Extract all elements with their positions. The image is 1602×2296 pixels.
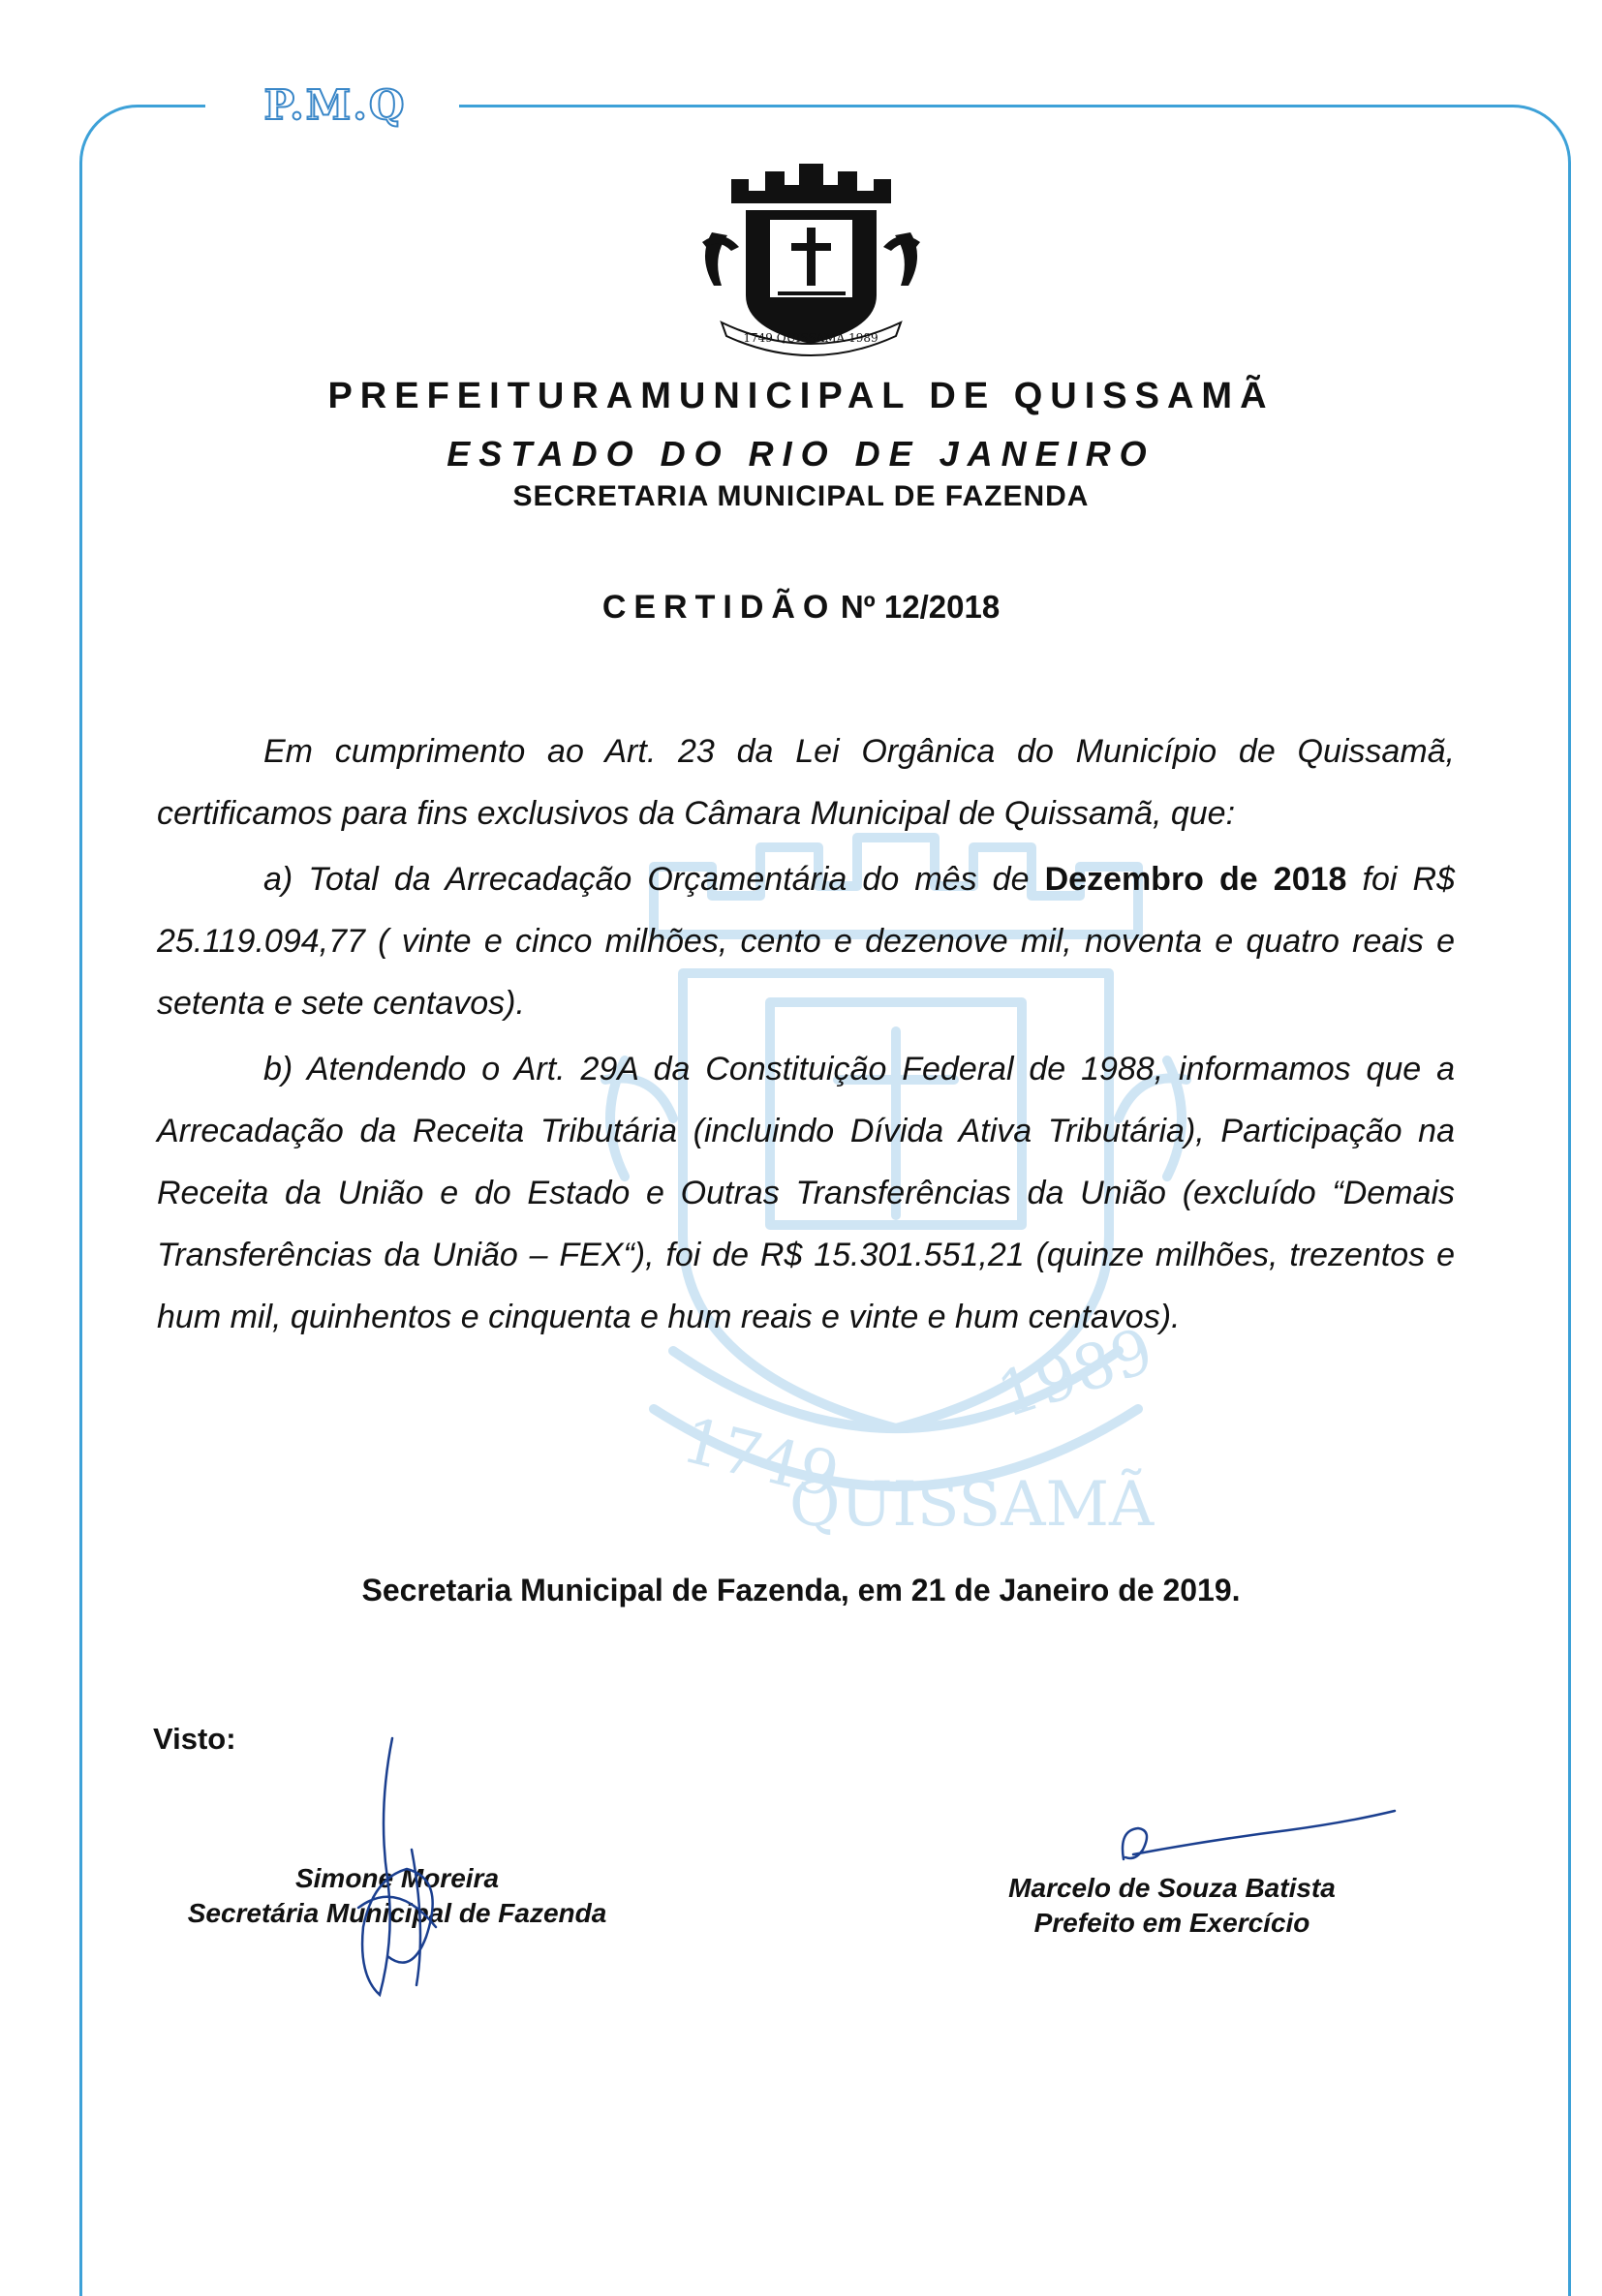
closing-date-line: Secretaria Municipal de Fazenda, em 21 de Janeiro de 2019. — [361, 1573, 1241, 1607]
item-a-paragraph — [157, 848, 1455, 1034]
header-prefeitura: PREFEITURAMUNICIPAL DE QUISSAMÃ — [327, 376, 1275, 416]
item-b-paragraph: b) Atendendo o Art. 29A da Constituição Federal de 1988, informamos que a Arrecadação da Receita Tributária (incluindo Dívida Ativa Tributária), Participação na Receita da União e do Estado e Outras Transferências da União (excluído “Demais Transferências da União – FEX“), foi de R$ 15.301.551,21 (quinze milhões, trezentos e hum mil, quinhentos e cinquenta e hum reais e vinte e hum centavos). — [157, 1051, 1455, 1335]
item-a-text-start: a) Total da Arrecadação Orçamentária do mês de — [263, 861, 1045, 898]
signer-title-left: Secretária Municipal de Fazenda — [187, 1898, 607, 1928]
signature-block-right — [969, 1871, 1375, 1941]
coat-of-arms-emblem — [693, 150, 930, 358]
signer-name-left: Simone Moreira — [294, 1863, 500, 1893]
svg-text:1749: 1749 — [675, 1404, 847, 1514]
pmq-seal: P.M.Q — [263, 81, 407, 129]
signer-name-right: Marcelo de Souza Batista — [1008, 1873, 1336, 1903]
signer-title-right: Prefeito em Exercício — [1033, 1908, 1310, 1938]
visto-label: Visto: — [153, 1722, 236, 1756]
certidao-label: CERTIDÃO — [601, 589, 837, 626]
signature-block-left — [145, 1861, 649, 1931]
coat-banner-text: 1749 QUISSAMÃ 1989 — [743, 331, 878, 345]
certidao-title — [0, 589, 1602, 627]
header-secretaria: SECRETARIA MUNICIPAL DE FAZENDA — [512, 480, 1090, 512]
item-a-text-end: foi R$ 25.119.094,77 ( vinte e cinco milhões, cento e dezenove mil, noventa e quatro reais e setenta e sete centavos). — [157, 861, 1456, 1022]
svg-text:1989: 1989 — [989, 1315, 1162, 1432]
header-estado: ESTADO DO RIO DE JANEIRO — [447, 434, 1155, 474]
certificate-body — [157, 720, 1455, 1352]
intro-paragraph: Em cumprimento ao Art. 23 da Lei Orgânica do Município de Quissamã, certificamos para fins exclusivos da Câmara Municipal de Quissamã, que: — [157, 733, 1455, 832]
item-a-month: Dezembro de 2018 — [1044, 861, 1347, 898]
certidao-number: Nº 12/2018 — [840, 589, 1001, 625]
svg-text:QUISSAMÃ: QUISSAMÃ — [789, 1469, 1155, 1541]
